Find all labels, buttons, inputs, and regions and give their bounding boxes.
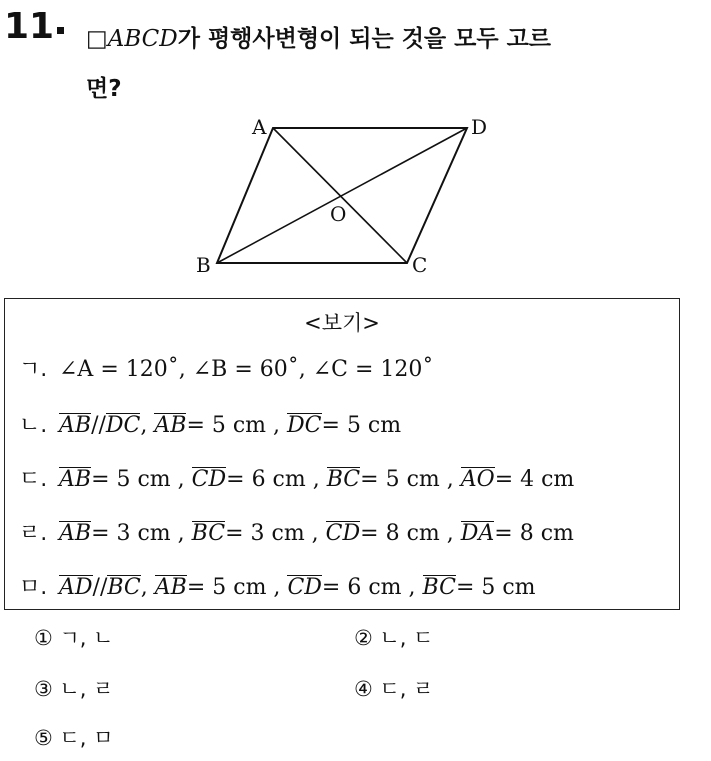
choice-5[interactable] (34, 722, 113, 752)
vertex-label-a: A (252, 115, 267, 139)
condition-label: ㄹ. (19, 521, 48, 546)
segment: BC (326, 467, 361, 492)
condition-text: ∠A = 120˚, ∠B = 60˚, ∠C = 120˚ (59, 357, 434, 382)
vertex-label-d: D (471, 115, 488, 139)
segment: CD (191, 467, 227, 492)
condition-5 (19, 571, 536, 605)
condition-1 (19, 353, 433, 387)
segment: DA (460, 521, 495, 546)
separator: , (140, 413, 155, 438)
segment: AO (460, 467, 495, 492)
diagonal-bd (217, 128, 467, 263)
segment: AB (59, 467, 92, 492)
condition-label: ㅁ. (19, 575, 48, 600)
segment: DC (105, 413, 141, 438)
length: = 8 cm (494, 521, 574, 546)
bogi-box (4, 298, 680, 610)
segment: AD (59, 575, 93, 600)
length: = 5 cm , (186, 413, 288, 438)
segment: CD (287, 575, 322, 600)
condition-label: ㄷ. (19, 467, 48, 492)
separator: , (140, 575, 155, 600)
choice-1[interactable] (34, 622, 113, 652)
question-text (86, 14, 696, 114)
segment: AB (59, 521, 92, 546)
length: = 3 cm , (225, 521, 326, 546)
bogi-title: <보기> (304, 311, 380, 335)
choice-mark: ④ (354, 677, 373, 701)
choice-mark: ① (34, 626, 53, 650)
center-label-o: O (330, 202, 347, 226)
choice-text: ㄴ, ㄷ (379, 626, 434, 650)
length: = 5 cm , (360, 467, 461, 492)
length: = 3 cm , (91, 521, 192, 546)
question-line2: 면? (86, 76, 122, 102)
condition-label: ㄱ. (19, 357, 48, 382)
length: = 6 cm , (226, 467, 327, 492)
choice-text: ㄱ, ㄴ (59, 626, 114, 650)
segment: BC (422, 575, 456, 600)
length: = 5 cm , (186, 575, 288, 600)
length: = 5 cm (455, 575, 536, 600)
condition-3 (19, 463, 574, 497)
number-dot (57, 27, 64, 34)
parallelogram-symbol: □ (86, 26, 108, 52)
segment: AB (59, 413, 92, 438)
diagonal-ac (273, 128, 407, 263)
choice-4[interactable] (354, 673, 433, 703)
condition-4 (19, 517, 574, 551)
segment: BC (191, 521, 226, 546)
choice-3[interactable] (34, 673, 113, 703)
question-line1: 가 평행사변형이 되는 것을 모두 고르 (177, 26, 552, 52)
choice-mark: ⑤ (34, 726, 53, 750)
choice-text: ㄷ, ㄹ (379, 677, 434, 701)
length: = 8 cm , (360, 521, 461, 546)
length: = 4 cm (494, 467, 575, 492)
choice-text: ㄴ, ㄹ (59, 677, 114, 701)
segment: AB (154, 413, 187, 438)
length: = 5 cm , (91, 467, 192, 492)
segment: DC (287, 413, 322, 438)
relation: // (91, 413, 106, 438)
relation: // (92, 575, 108, 600)
choice-mark: ② (354, 626, 373, 650)
length: = 5 cm (321, 413, 402, 438)
vertex-label-b: B (196, 253, 211, 277)
segment: AB (154, 575, 187, 600)
segment: CD (325, 521, 361, 546)
choice-mark: ③ (34, 677, 53, 701)
condition-label: ㄴ. (19, 413, 48, 438)
vertex-label-c: C (412, 253, 428, 277)
choice-text: ㄷ, ㅁ (59, 726, 114, 750)
choice-2[interactable] (354, 622, 433, 652)
segment: BC (107, 575, 141, 600)
condition-2 (19, 409, 401, 443)
shape-name: ABCD (107, 26, 178, 52)
parallelogram-figure (180, 108, 500, 278)
length: = 6 cm , (321, 575, 423, 600)
question-number: 11 (4, 4, 64, 50)
